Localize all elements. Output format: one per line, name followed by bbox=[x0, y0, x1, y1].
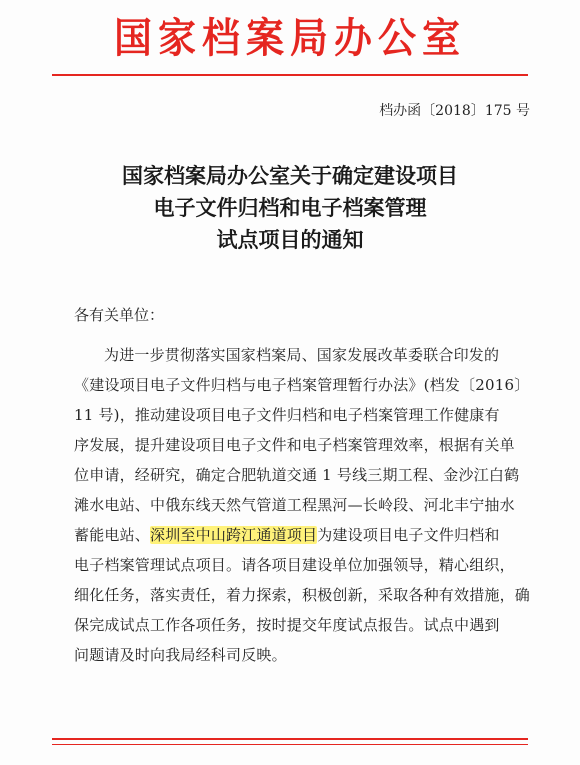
body-line: 序发展，提升建设项目电子文件和电子档案管理效率，根据有关单 bbox=[74, 436, 515, 454]
title-line-2: 电子文件归档和电子档案管理 bbox=[153, 195, 427, 220]
document-number: 档办函〔2018〕175 号 bbox=[379, 103, 530, 119]
masthead-red-rule bbox=[52, 74, 528, 76]
body-line: 问题请及时向我局经科司反映。 bbox=[74, 646, 287, 664]
title-line-3: 试点项目的通知 bbox=[216, 227, 364, 252]
body-line: 电子档案管理试点项目。请各项目建设单位加强领导，精心组织， bbox=[74, 556, 515, 574]
highlighted-project-name: 深圳至中山跨江通道项目 bbox=[150, 526, 318, 544]
salutation: 各有关单位： bbox=[74, 306, 165, 324]
title-line-1: 国家档案局办公室关于确定建设项目 bbox=[122, 163, 458, 188]
body-line: 《建设项目电子文件归档与电子档案管理暂行办法》(档发〔2016〕 bbox=[74, 376, 530, 394]
notice-body bbox=[74, 340, 531, 670]
body-line: 为进一步贯彻落实国家档案局、国家发展改革委联合印发的 bbox=[104, 346, 500, 364]
masthead-title: 国家档案局办公室 bbox=[113, 13, 466, 62]
body-line: 保完成试点工作各项任务，按时提交年度试点报告。试点中遇到 bbox=[74, 616, 500, 634]
footer-red-rule bbox=[52, 738, 528, 740]
footer-red-rule-thin bbox=[52, 744, 528, 745]
body-line: 滩水电站、中俄东线天然气管道工程黑河—长岭段、河北丰宁抽水 bbox=[74, 496, 515, 514]
body-line: 位申请，经研究，确定合肥轨道交通 1 号线三期工程、金沙江白鹤 bbox=[74, 466, 520, 484]
body-text-segment: 为建设项目电子文件归档和 bbox=[317, 526, 500, 544]
body-text-segment: 蓄能电站、 bbox=[74, 526, 151, 544]
body-line: 11 号)，推动建设项目电子文件归档和电子档案管理工作健康有 bbox=[74, 406, 500, 424]
body-line bbox=[74, 520, 524, 550]
body-line: 细化任务，落实责任，着力探索，积极创新，采取各种有效措施，确 bbox=[74, 586, 531, 604]
notice-title bbox=[0, 160, 580, 256]
